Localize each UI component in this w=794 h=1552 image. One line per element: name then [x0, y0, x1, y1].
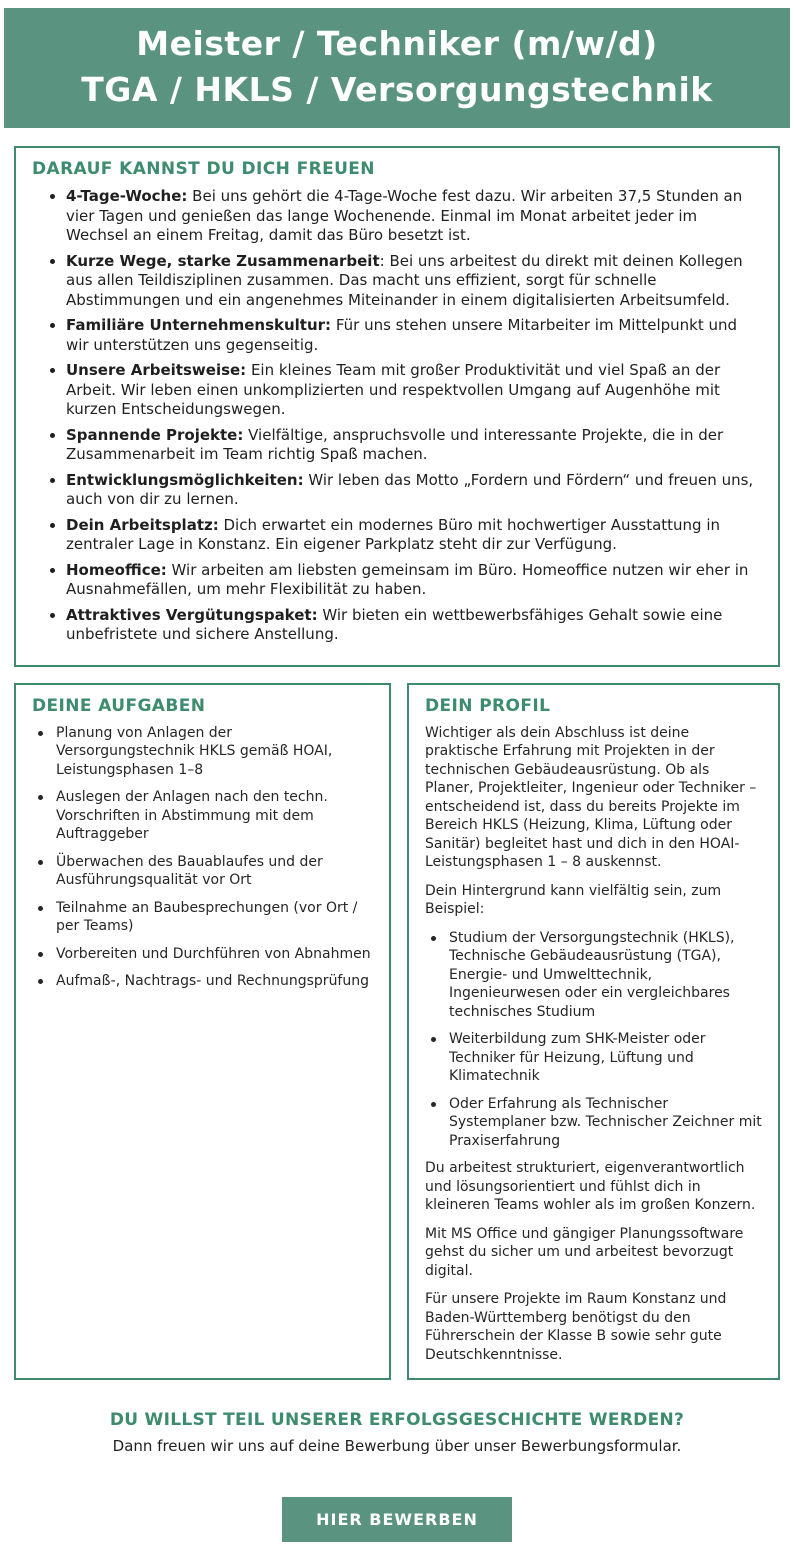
benefit-text: Ein kleines Team mit großer Produktivität und viel Spaß an der Arbeit. Wir leben einen unkomplizierten und respektvollen Umgang auf Augenhöhe mit kurzen Entscheidungswegen.	[66, 361, 721, 418]
benefit-lead: Dein Arbeitsplatz:	[66, 515, 219, 534]
benefit-lead: 4-Tage-Woche:	[66, 187, 188, 205]
task-item: Auslegen der Anlagen nach den techn. Vorschriften in Abstimmung mit dem Auftraggeber	[32, 788, 373, 844]
profile-body	[425, 724, 762, 1365]
tasks-list	[32, 724, 373, 991]
benefit-item	[32, 187, 762, 246]
task-item: Teilnahme an Baubesprechungen (vor Ort / per Teams)	[32, 899, 373, 936]
benefit-lead: Spannende Projekte:	[66, 425, 244, 444]
profile-title: DEIN PROFIL	[425, 695, 551, 716]
page-title	[14, 21, 780, 113]
profile-bullet: Weiterbildung zum SHK-Meister oder Techniker für Heizung, Lüftung und Klimatechnik	[425, 1030, 762, 1086]
benefits-list	[32, 187, 762, 645]
benefit-text: Wir arbeiten am liebsten gemeinsam im Büro. Homeoffice nutzen wir eher in Ausnahmefällen, um mehr Flexibilität zu haben.	[66, 560, 749, 598]
benefit-text: Dich erwartet ein modernes Büro mit hochwertiger Ausstattung in zentraler Lage in Konstanz. Ein eigener Parkplatz steht dir zur Verfügung.	[66, 515, 721, 553]
benefit-item	[32, 252, 762, 311]
tasks-title: DEINE AUFGABEN	[32, 695, 206, 716]
benefit-item	[32, 516, 762, 555]
task-item: Vorbereiten und Durchführen von Abnahmen	[32, 945, 373, 964]
benefit-text: Bei uns gehört die 4-Tage-Woche fest dazu. Wir arbeiten 37,5 Stunden an vier Tagen und genießen das lange Wochenende. Einmal im Monat arbeitet jeder im Wechsel an einem Freitag, damit das Büro besetzt ist.	[66, 187, 743, 244]
benefit-item	[32, 361, 762, 420]
profile-paragraph: Wichtiger als dein Abschluss ist deine praktische Erfahrung mit Projekten in der technischen Gebäudeausrüstung. Ob als Planer, Projektleiter, Ingenieur oder Techniker – entscheidend ist, dass du bereits Projekte im Bereich HKLS (Heizung, Klima, Lüftung oder Sanitär) begleitet hast und dich in den HOAI-Leistungsphasen 1 – 8 auskennst.	[425, 724, 757, 870]
profile-bullet-list	[425, 929, 762, 1151]
benefit-lead: Unsere Arbeitsweise:	[66, 361, 247, 379]
task-item: Überwachen des Bauablaufes und der Ausführungsqualität vor Ort	[32, 853, 373, 890]
benefit-item	[32, 606, 762, 645]
profile-paragraph: Für unsere Projekte im Raum Konstanz und Baden-Württemberg benötigst du den Führerschein der Klasse B sowie sehr gute Deutschkenntnisse.	[425, 1291, 727, 1363]
page-title-line2: TGA / HKLS / Versorgungstechnik	[81, 70, 713, 109]
benefit-text: Vielfältige, anspruchsvolle und interessante Projekte, die in der Zusammenarbeit im Team richtig Spaß machen.	[66, 425, 724, 463]
benefit-lead: Homeoffice:	[66, 560, 167, 579]
cta-text: Dann freuen wir uns auf deine Bewerbung über unser Bewerbungsformular.	[112, 1437, 682, 1455]
cta-heading: DU WILLST TEIL UNSERER ERFOLGSGESCHICHTE WERDEN?	[109, 1410, 685, 1430]
benefit-item	[32, 561, 762, 600]
section-tasks	[14, 683, 391, 1381]
page-title-line1: Meister / Techniker (m/w/d)	[136, 24, 658, 63]
apply-button[interactable]: HIER BEWERBEN	[282, 1497, 512, 1542]
benefit-item	[32, 316, 762, 355]
two-column-section	[14, 683, 780, 1381]
benefit-text: Wir leben das Motto „Fordern und Fördern“ und freuen uns, auch von dir zu lernen.	[66, 470, 754, 508]
profile-paragraph: Dein Hintergrund kann vielfältig sein, zum Beispiel:	[425, 882, 722, 917]
benefit-text: Wir bieten ein wettbewerbsfähiges Gehalt sowie eine unbefristete und sichere Anstellung.	[66, 605, 723, 643]
job-posting-page	[0, 8, 794, 1552]
page-content	[0, 146, 794, 1542]
profile-bullet: Studium der Versorgungstechnik (HKLS), Technische Gebäudeausrüstung (TGA), Energie- und Umwelttechnik, Ingenieurwesen oder ein vergleichbares technisches Studium	[425, 929, 762, 1022]
profile-paragraph: Mit MS Office und gängiger Planungssoftware gehst du sicher um und arbeitest bevorzugt digital.	[425, 1225, 744, 1279]
benefit-lead: Familiäre Unternehmenskultur:	[66, 316, 332, 334]
benefit-text: : Bei uns arbeitest du direkt mit deinen Kollegen aus allen Teildisziplinen zusammen. Das macht uns effizient, sorgt für schnelle Abstimmungen und ein angenehmes Miteinander in einem digitalisierten Arbeitsumfeld.	[66, 251, 743, 309]
benefit-text: Für uns stehen unsere Mitarbeiter im Mittelpunkt und wir unterstützen uns gegenseitig.	[66, 316, 738, 354]
cta-section	[14, 1410, 780, 1542]
task-item: Aufmaß-, Nachtrags- und Rechnungsprüfung	[32, 972, 373, 991]
benefit-lead: Entwicklungsmöglichkeiten:	[66, 470, 304, 489]
profile-bullet: Oder Erfahrung als Technischer Systemplaner bzw. Technischer Zeichner mit Praxiserfahrung	[425, 1095, 762, 1151]
benefit-lead: Kurze Wege, starke Zusammenarbeit	[66, 251, 380, 270]
header-banner	[4, 8, 790, 128]
benefit-item	[32, 426, 762, 465]
profile-paragraph: Du arbeitest strukturiert, eigenverantwortlich und lösungsorientiert und fühlst dich in kleineren Teams wohler als im großen Konzern.	[425, 1160, 756, 1213]
section-benefits	[14, 146, 780, 667]
benefit-lead: Attraktives Vergütungspaket:	[66, 605, 318, 624]
section-profile	[407, 683, 780, 1381]
task-item: Planung von Anlagen der Versorgungstechnik HKLS gemäß HOAI, Leistungsphasen 1–8	[32, 724, 373, 780]
benefits-title: DARAUF KANNST DU DICH FREUEN	[32, 159, 375, 179]
tasks-body	[32, 724, 373, 991]
benefit-item	[32, 471, 762, 510]
